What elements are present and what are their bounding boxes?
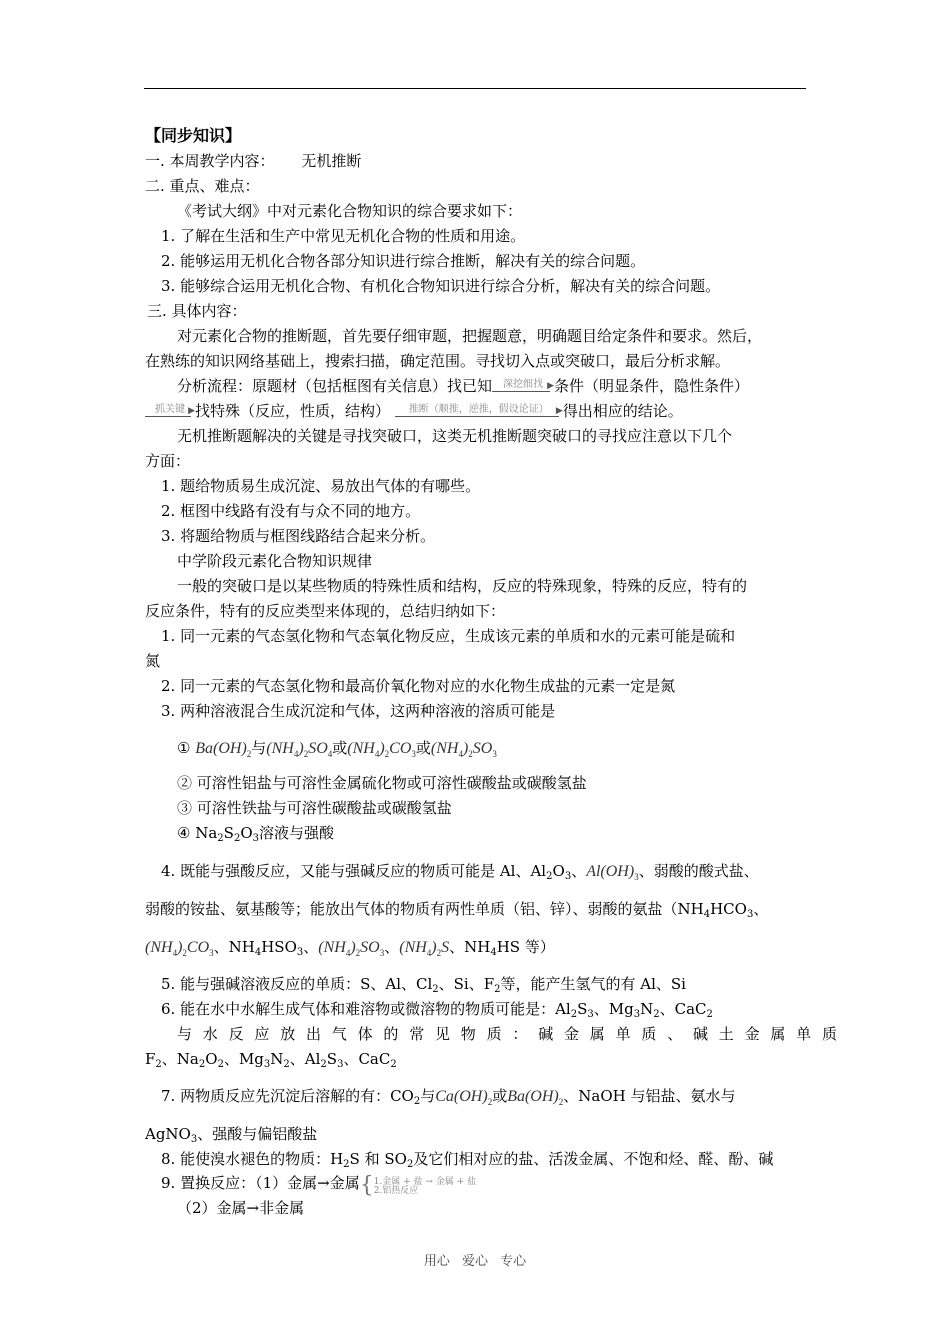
requirement-item: 3. 能够综合运用无机化合物、有机化合物知识进行综合分析，解决有关的综合问题。 [161, 277, 721, 295]
rule-item: 2. 同一元素的气态氢化物和最高价氧化物对应的水化物生成盐的元素一定是氮 [161, 677, 676, 695]
rule-text: 、Si、F [438, 975, 495, 993]
rule-text: 、弱酸的酸式盐、 [638, 862, 759, 880]
rule-item: 5. 能与强碱溶液反应的单质：S、Al、$Cl_2$、Si、$F_2$等，能产生氢气的有 Al、Si [161, 975, 686, 995]
brace-content [374, 1178, 476, 1196]
rule-text: 5. 能与强碱溶液反应的单质：S、Al、Cl [161, 975, 433, 993]
arrow-icon: 抓关键 ▶ [145, 404, 195, 418]
option-number: ① [177, 739, 191, 757]
section-heading: 【同步知识】 [145, 126, 242, 145]
paragraph-line: 对元素化合物的推断题，首先要仔细审题，把握题意，明确题目给定条件和要求。然后， [177, 327, 763, 345]
rule-item: 6. 能在水中水解生成气体和难溶物或微溶物的物质可能是：$Al_2S_3$、$Mg_3N_2$、CaC$_2$ [161, 1000, 713, 1020]
rule-text: 与水反应放出气体的常见物质：碱金属单质、碱土金属单质 [177, 1025, 837, 1043]
rule-item: 4. 既能与强酸反应，又能与强碱反应的物质可能是 Al、$Al_2O_3$、$Al(OH)_3$、弱酸的酸式盐、 [161, 862, 759, 882]
formula-nh4-2co3: $(NH_4)_2CO_3$ [145, 939, 214, 958]
arrow-icon: 推断（顺推，逆推，假设论证） ▶ [395, 404, 563, 418]
section-1-label: 一. 本周教学内容： [145, 152, 275, 170]
rule-item: 8. 能使溴水褪色的物质：$H_2S$ 和 $SO_2$及它们相对应的盐、活泼金属、不饱和烃、醛、酚、碱 [161, 1150, 774, 1170]
note-item: 3. 将题给物质与框图线路结合起来分析。 [161, 527, 436, 545]
rule-item: $F_2$、$Na_2O_2$、$Mg_3N_2$、$Al_2S_3$、CaC$_2$ [145, 1050, 397, 1070]
rule-text: 、 [303, 938, 319, 956]
header-rule [144, 88, 806, 89]
formula-caoh2: $Ca(OH)_2$ [435, 1088, 493, 1107]
rule-text: 、NH [449, 938, 491, 956]
rule-text: F [145, 1050, 156, 1068]
formula-nh4-2co3: $(NH_4)_2CO_3$ [347, 740, 416, 759]
arrow-label: 抓关键 [155, 404, 185, 415]
rule-item [161, 1173, 476, 1196]
formula-nh4-2so3: $(NH_4)_2SO_3$ [318, 939, 385, 958]
rule-item: （2）金属→非金属 [177, 1199, 305, 1217]
connector-text: 或 [415, 739, 431, 757]
outline-intro: 《考试大纲》中对元素化合物知识的综合要求如下： [177, 202, 523, 220]
analysis-flow-line [177, 376, 749, 396]
section-3: 三. 具体内容： [147, 302, 247, 320]
section-1 [145, 151, 361, 171]
paragraph-line: 反应条件，特有的反应类型来体现的，总结归纳如下： [145, 602, 506, 620]
rule-text: 、 [384, 938, 400, 956]
rule-item [177, 1024, 837, 1044]
formula-baoh2: $Ba(OH)_2$ [195, 740, 252, 759]
arrow-label: 深挖细找 [503, 379, 544, 390]
rule-text: 弱酸的铵盐、氨基酸等；能放出气体的物质有两性单质（铝、锌）、弱酸的氨盐（NH [145, 900, 704, 918]
rule-text: HS 等） [496, 938, 555, 956]
rule-text: 4. 既能与强酸反应，又能与强碱反应的物质可能是 Al、Al [161, 862, 547, 880]
flow-text: 分析流程：原题材（包括框图有关信息）找已知 [177, 377, 493, 395]
rule-item: 氮 [145, 652, 161, 670]
flow-text: 条件（明显条件，隐性条件） [554, 377, 750, 395]
rule-text: 、强酸与偏铝酸盐 [197, 1125, 318, 1143]
rule-text: HCO [710, 900, 747, 918]
formula-aloh3: $Al(OH)_3$ [586, 863, 639, 882]
rule-item: 7. 两物质反应先沉淀后溶解的有：$CO_2$与$Ca(OH)_2$或$Ba(OH)_2$、NaOH 与铝盐、氨水与 [161, 1087, 736, 1107]
page-footer: 用心 爱心 专心 [423, 1254, 527, 1269]
rule-text: 、NH [213, 938, 255, 956]
rules-title: 中学阶段元素化合物知识规律 [177, 552, 373, 570]
flow-text: 得出相应的结论。 [562, 402, 683, 420]
rule-3-option-1 [177, 738, 497, 759]
arrow-icon: 深挖细找 ▶ [492, 379, 554, 393]
rule-text: 或 [492, 1087, 508, 1105]
rule-text: S 和 SO [349, 1150, 407, 1168]
rule-item: 弱酸的铵盐、氨基酸等；能放出气体的物质有两性单质（铝、锌）、弱酸的氨盐（$NH_4HCO_3$、 [145, 900, 769, 920]
paragraph-line: 一般的突破口是以某些物质的特殊性质和结构，反应的特殊现象，特殊的反应，特有的 [177, 577, 748, 595]
requirement-item: 2. 能够运用无机化合物各部分知识进行综合推断，解决有关的综合问题。 [161, 252, 646, 270]
rule-item: $(NH_4)_2CO_3$、$NH_4HSO_3$、$(NH_4)_2SO_3$、$(NH_4)_2S$、$NH_4HS$ 等） [145, 938, 555, 958]
rule-text: 6. 能在水中水解生成气体和难溶物或微溶物的物质可能是：Al [161, 1000, 571, 1018]
rule-3-option-4: ④ $Na_2S_2O_3$溶液与强酸 [177, 824, 335, 844]
option-text: 溶液与强酸 [259, 824, 335, 842]
paragraph-line: 无机推断题解决的关键是寻找突破口，这类无机推断题突破口的寻找应注意以下几个 [177, 427, 733, 445]
rule-3-option-2: ② 可溶性铝盐与可溶性金属硫化物或可溶性碳酸盐或碳酸氢盐 [177, 774, 587, 792]
formula-nh4-2s: $(NH_4)_2S$ [399, 939, 450, 958]
arrow-label: 推断（顺推，逆推，假设论证） [408, 404, 549, 415]
flow-text: 找特殊（反应，性质，结构） [195, 402, 391, 420]
paragraph-line: 在熟练的知识网络基础上，搜索扫描，确定范围。寻找切入点或突破口，最后分析求解。 [145, 352, 731, 370]
connector-text: 与 [251, 739, 267, 757]
rule-3-option-3: ③ 可溶性铁盐与可溶性碳酸盐或碳酸氢盐 [177, 799, 452, 817]
rule-text: 等，能产生氢气的有 Al、Si [500, 975, 686, 993]
rule-text: 8. 能使溴水褪色的物质：H [161, 1150, 344, 1168]
rule-text: HSO [261, 938, 297, 956]
rule-text: AgNO [145, 1125, 191, 1143]
requirement-item: 1. 了解在生活和生产中常见无机化合物的性质和用途。 [161, 227, 526, 245]
rule-text: 9. 置换反应：（1）金属→金属 [161, 1174, 360, 1192]
connector-text: 或 [332, 739, 348, 757]
section-1-value: 无机推断 [301, 152, 362, 170]
formula-baoh2: $Ba(OH)_2$ [507, 1088, 564, 1107]
option-number: ④ [177, 824, 191, 842]
rule-text: 7. 两物质反应先沉淀后溶解的有：CO [161, 1087, 414, 1105]
formula-nh4-2so4: $(NH_4)_2SO_4$ [266, 740, 333, 759]
brace-icon: { [359, 1173, 374, 1198]
brace-line: 2.铝热反应 [373, 1186, 419, 1196]
rule-item: AgNO$_3$、强酸与偏铝酸盐 [145, 1125, 318, 1145]
note-item: 2. 框图中线路有没有与众不同的地方。 [161, 502, 421, 520]
paragraph-line: 方面： [145, 452, 191, 470]
rule-text: 及它们相对应的盐、活泼金属、不饱和烃、醛、酚、碱 [413, 1150, 774, 1168]
formula-nh4-2so3: $(NH_4)_2SO_3$ [430, 740, 497, 759]
brace-line: 1.金属 + 盐 → 金属 + 盐 [373, 1177, 477, 1187]
note-item: 1. 题给物质易生成沉淀、易放出气体的有哪些。 [161, 477, 481, 495]
section-2: 二. 重点、难点： [145, 177, 260, 195]
rule-text: 、NaOH 与铝盐、氨水与 [563, 1087, 736, 1105]
rule-item: 1. 同一元素的气态氢化物和气态氧化物反应，生成该元素的单质和水的元素可能是硫和 [161, 627, 736, 645]
rule-item: 3. 两种溶液混合生成沉淀和气体，这两种溶液的溶质可能是 [161, 702, 556, 720]
analysis-flow-line [145, 401, 683, 421]
rule-text: 与 [420, 1087, 436, 1105]
